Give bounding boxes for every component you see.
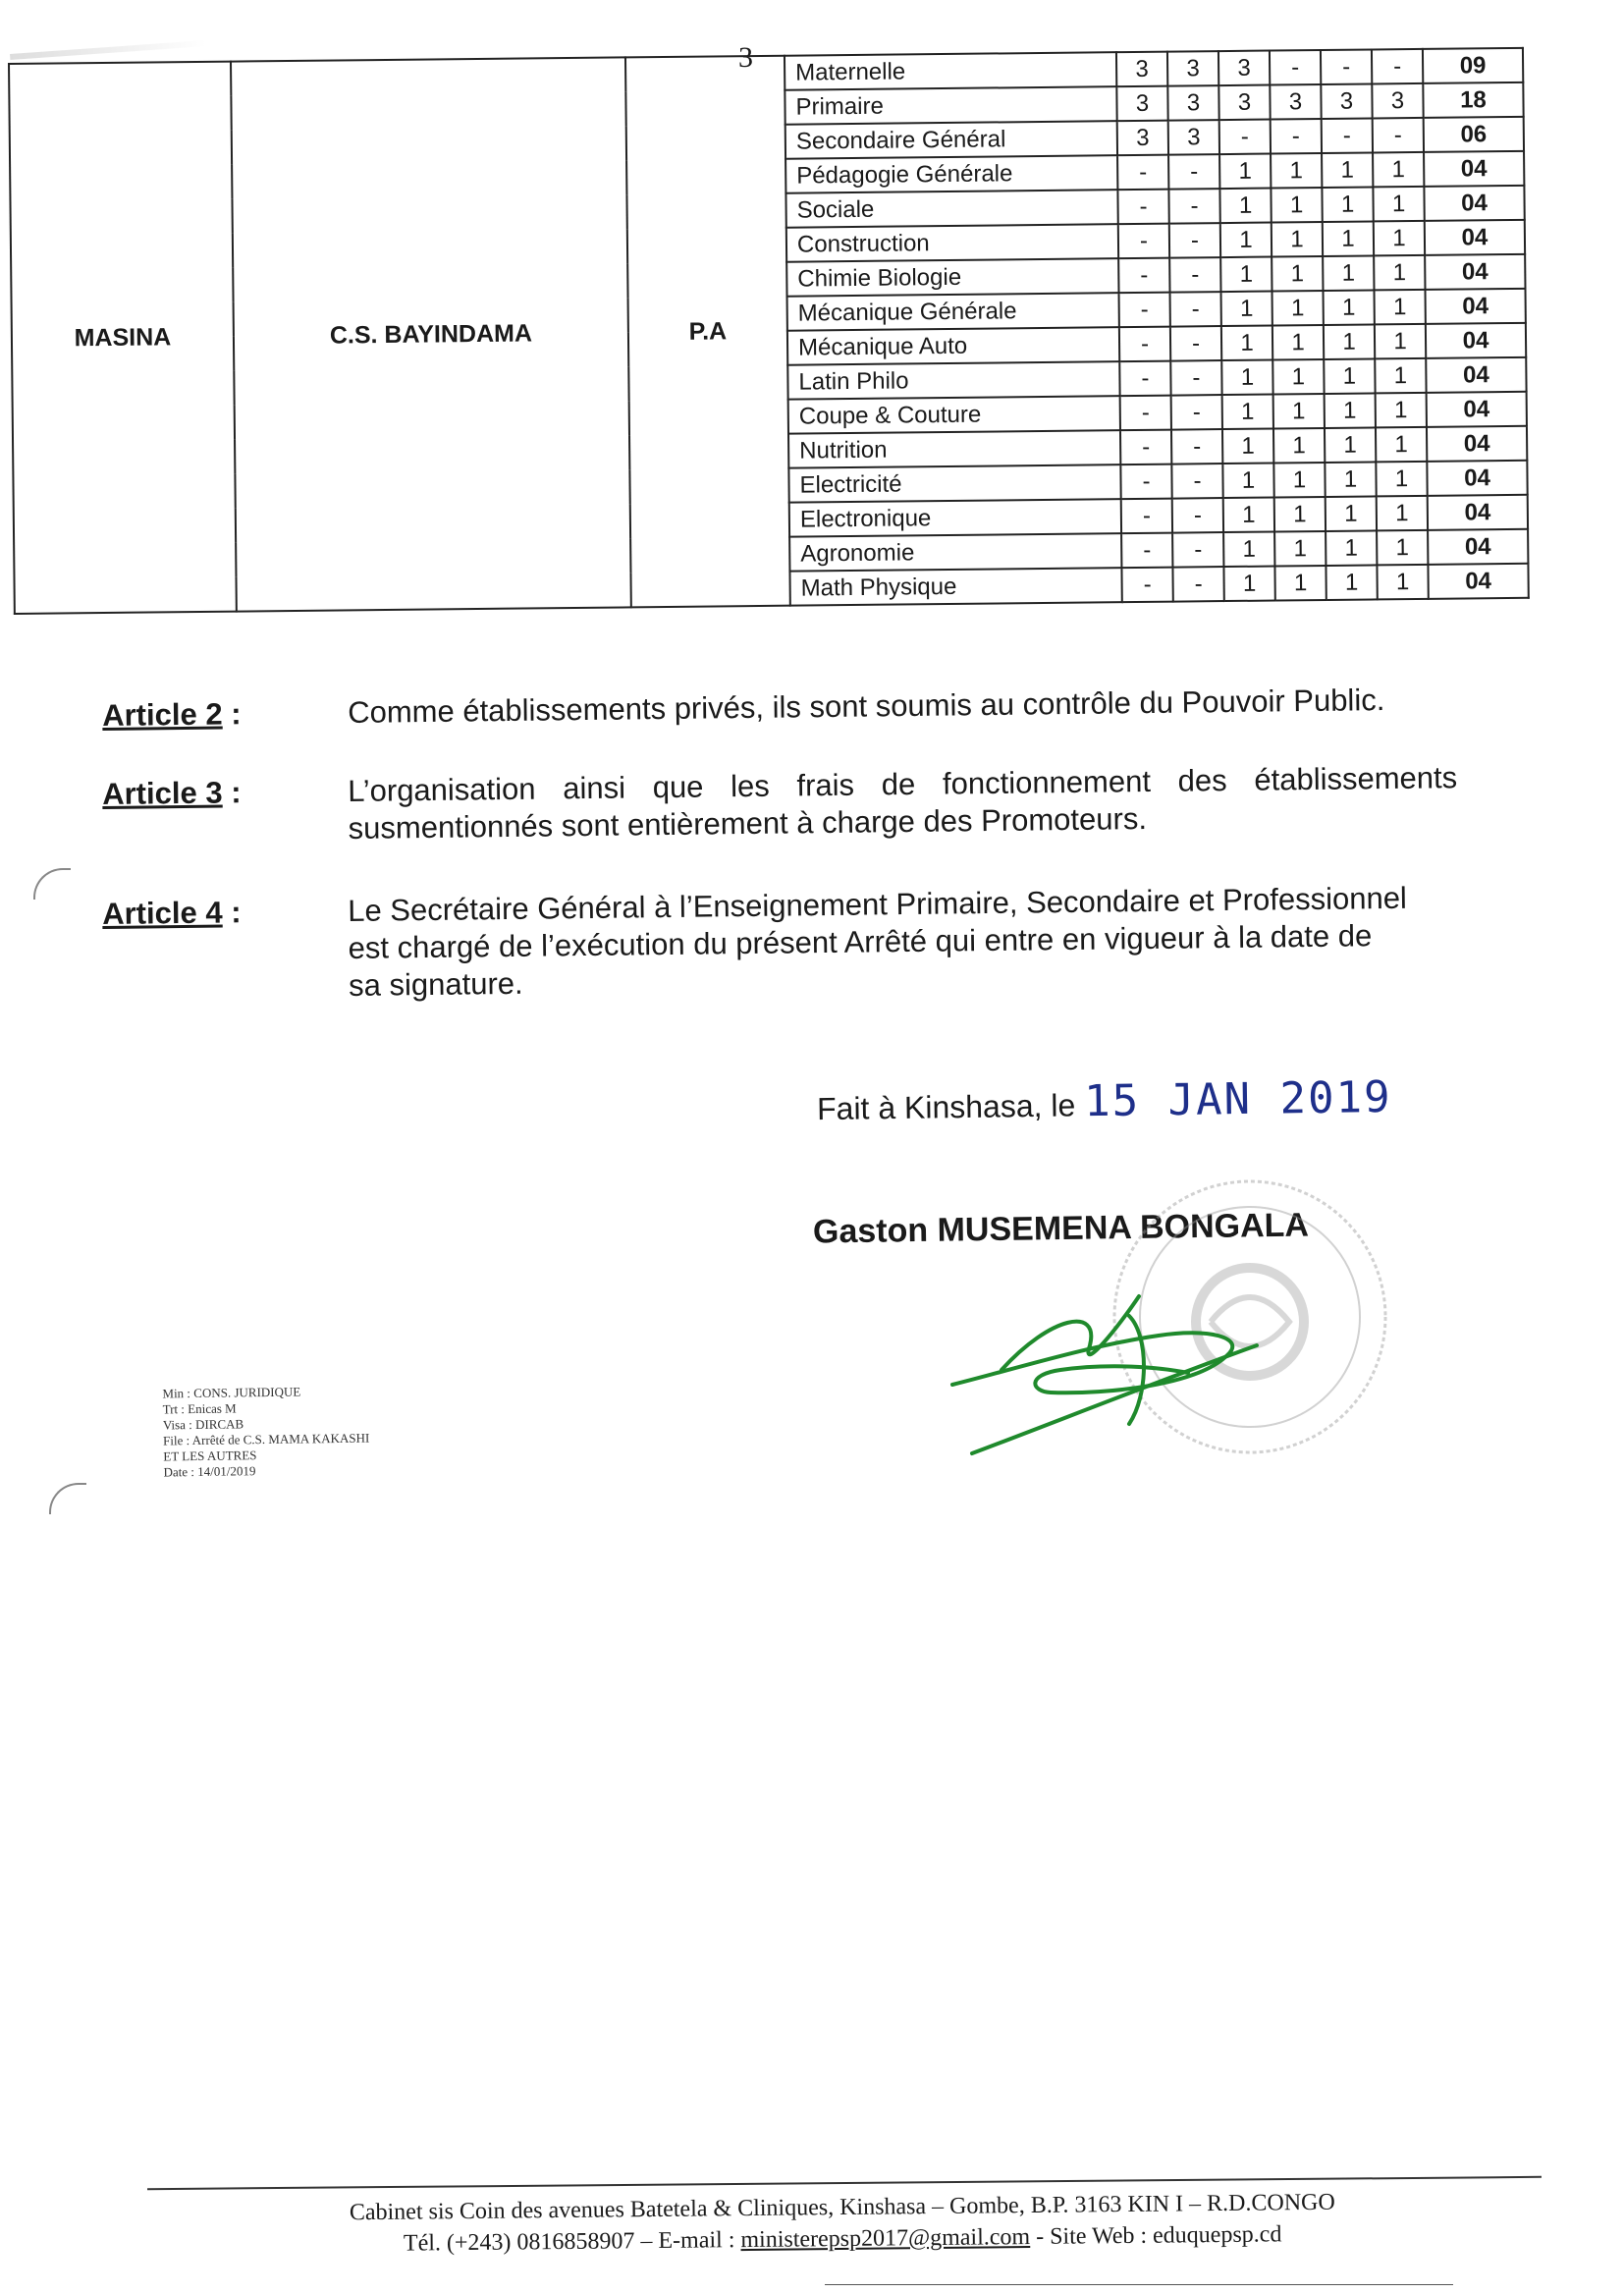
ref-line: Visa : DIRCAB [162,1416,244,1433]
table-cell-count: 1 [1324,358,1375,394]
table-cell-count: 1 [1222,429,1273,464]
table-cell-commune: MASINA [9,62,237,614]
table-cell-count: 3 [1116,86,1167,122]
article-text: Comme établissements privés, ils sont soumis au contrôle du Pouvoir Public. [347,683,1385,730]
table-cell-option: Latin Philo [787,361,1119,400]
table-cell-count: 1 [1223,498,1274,533]
article-line: Le Secrétaire Général à l’Enseignement Primaire, Secondaire et Professionnel [347,880,1408,928]
table-cell-count: 1 [1323,221,1374,256]
punch-hole-mark [33,868,71,900]
table-cell-count: - [1170,292,1221,327]
table-cell-count: 1 [1222,395,1273,430]
table-cell-count: 1 [1272,325,1324,360]
table-cell-count: 1 [1375,324,1426,359]
table-cell-total: 04 [1426,357,1526,393]
table-cell-count: 1 [1326,565,1377,600]
table-cell-count: - [1170,326,1221,361]
table-cell-count: 1 [1324,324,1375,359]
table-cell-option: Coupe & Couture [788,396,1120,434]
table-cell-total: 04 [1424,151,1524,187]
table-cell-count: - [1119,293,1170,328]
table-cell-count: - [1121,533,1172,569]
table-cell-total: 04 [1428,529,1528,565]
table-cell-count: 1 [1223,532,1274,568]
table-cell-count: - [1119,361,1170,397]
table-cell-count: 1 [1220,257,1272,293]
table-cell-count: 3 [1372,83,1423,119]
article-line: est chargé de l’exécution du présent Arrêté qui entre en vigueur à la date de [348,918,1373,965]
table-cell-count: 1 [1376,462,1427,497]
punch-hole-mark [49,1483,86,1514]
table-cell-count: - [1118,224,1169,259]
place-date [817,1072,1392,1130]
table-cell-count: 1 [1377,565,1428,600]
table-cell-regime: P.A [625,56,790,608]
table-cell-count: 3 [1167,51,1218,86]
table-cell-count: 1 [1273,394,1325,429]
table-cell-count: 1 [1272,222,1323,257]
table-cell-count: 1 [1272,291,1324,326]
table-cell-count: - [1120,464,1171,500]
table-cell-count: - [1271,119,1322,154]
table-cell-total: 04 [1425,289,1525,324]
table-cell-option: Agronomie [789,533,1121,572]
table-cell-count: 1 [1221,326,1272,361]
table-cell-total: 04 [1424,186,1524,221]
table-cell-count: 1 [1325,462,1376,497]
table-cell-option: Secondaire Général [785,121,1117,159]
table-cell-count: - [1171,395,1222,430]
table-cell-option: Maternelle [785,52,1116,90]
ref-line: Min : CONS. JURIDIQUE [162,1384,301,1401]
table-cell-count: 1 [1325,427,1376,463]
table-cell-count: 1 [1374,255,1425,291]
table-cell-total: 04 [1425,220,1525,255]
table-cell-total: 06 [1424,117,1524,152]
table-cell-count: 1 [1374,290,1425,325]
table-cell-count: - [1168,189,1219,224]
table-cell-count: 1 [1273,463,1325,498]
table-cell-count: - [1169,257,1220,293]
table-cell-count: - [1219,120,1271,155]
table-cell-count: 1 [1376,393,1427,428]
table-cell-count: 1 [1274,531,1326,567]
article-line: susmentionnés sont entièrement à charge des Promoteurs. [348,801,1148,846]
table-cell-count: 1 [1271,188,1322,223]
article-line: L’organisation ainsi que les frais de fonctionnement des établissements [347,760,1458,808]
table-cell-count: - [1119,327,1170,362]
table-cell-count: 1 [1271,153,1322,189]
table-cell-count: 1 [1222,464,1273,499]
table-cell-count: 1 [1221,360,1272,396]
table-cell-count: 1 [1274,497,1326,532]
table-cell-count: 1 [1322,152,1373,188]
table-cell-count: - [1117,155,1168,191]
table-cell-count: - [1170,360,1221,396]
article-label: Article 2 : [102,696,242,733]
table-cell-option: Nutrition [788,430,1120,468]
ref-line: File : Arrêté de C.S. MAMA KAKASHI [163,1430,370,1448]
schools-table [8,47,1530,615]
table-cell-option: Chimie Biologie [786,258,1118,297]
internal-references [162,1384,369,1481]
table-cell-count: - [1372,49,1423,84]
scan-smudge [10,40,206,60]
date-stamp: 15 JAN 2019 [1083,1071,1392,1127]
table-cell-count: 1 [1325,393,1376,428]
table-cell-total: 04 [1426,323,1526,358]
table-cell-count: - [1172,567,1223,602]
table-cell-count: - [1121,499,1172,534]
table-cell-count: - [1322,118,1373,153]
table-cell-option: Mécanique Auto [787,327,1119,365]
table-cell-count: 1 [1272,256,1323,292]
table-cell-count: 3 [1117,121,1168,156]
table-cell-count: - [1172,498,1223,533]
table-cell-count: 1 [1272,359,1324,395]
footer-bottom-rule [825,2284,1453,2285]
email-link[interactable]: ministerepsp2017@gmail.com [740,2224,1031,2254]
table-cell-option: Mécanique Générale [787,293,1119,331]
page-number: 3 [738,41,753,74]
ref-line: Date : 14/01/2019 [163,1463,256,1480]
table-cell-count: 3 [1116,52,1167,87]
article-text [348,879,1458,1005]
table-cell-total: 04 [1427,426,1527,462]
table-cell-count: 3 [1218,85,1270,121]
table-cell-count: 1 [1376,427,1427,463]
table-cell-option: Pédagogie Générale [785,155,1117,193]
table-cell-count: 1 [1375,358,1426,394]
table-cell-total: 18 [1423,82,1523,118]
footer [253,2186,1433,2262]
table-cell-count: 1 [1326,530,1377,566]
table-cell-total: 04 [1427,461,1527,496]
table-cell-count: 1 [1221,292,1272,327]
table-cell-count: 1 [1373,152,1424,188]
article-text [348,759,1458,847]
article-line: sa signature. [348,965,523,1003]
table-cell-count: - [1120,430,1171,465]
table-cell-count: - [1169,223,1220,258]
table-cell-count: 1 [1373,187,1424,222]
footer-address: Cabinet sis Coin des avenues Batetela & Cliniques, Kinshasa – Gombe, B.P. 3163 KIN I – R.D.CONGO [349,2189,1335,2226]
table-cell-count: 1 [1326,496,1377,531]
table-cell-count: - [1270,50,1321,85]
table-cell-count: - [1117,190,1168,225]
table-cell-count: 1 [1219,154,1271,190]
table-cell-total: 04 [1428,564,1528,599]
ref-line: ET LES AUTRES [163,1447,257,1464]
table-cell-count: - [1120,396,1171,431]
table-cell-count: 3 [1167,85,1218,121]
table-cell-count: - [1171,429,1222,464]
table-cell-option: Sociale [785,190,1117,228]
table-cell-count: - [1118,258,1169,294]
table-cell-school: C.S. BAYINDAMA [231,57,631,611]
table-cell-count: 1 [1324,290,1375,325]
table-cell-count: - [1171,464,1222,499]
table-cell-count: 3 [1321,83,1372,119]
table-cell-option: Electronique [789,499,1121,537]
table-cell-count: - [1168,154,1219,190]
signer-name: Gaston MUSEMENA BONGALA [812,1206,1310,1251]
table-cell-count: 1 [1323,255,1374,291]
table-cell-option: Construction [786,224,1118,262]
table-cell-count: 1 [1374,221,1425,256]
handwritten-signature-icon [933,1277,1306,1473]
table-cell-total: 04 [1425,254,1525,290]
table-cell-count: - [1121,568,1172,603]
table-cell-count: - [1321,49,1372,84]
table-cell-count: 1 [1377,530,1428,566]
table-cell-option: Math Physique [789,568,1121,606]
table-cell-total: 04 [1428,495,1528,530]
table-cell-count: - [1373,118,1424,153]
footer-contact: Tél. (+243) 0816858907 – E-mail : ministerepsp2017@gmail.com - Site Web : eduquepsp.cd [403,2221,1282,2257]
ref-line: Trt : Enicas M [162,1400,237,1417]
place-text: Fait à Kinshasa, le [816,1087,1076,1127]
table-cell-option: Electricité [788,464,1120,503]
table-cell-count: 1 [1322,187,1373,222]
table-cell-count: 1 [1274,566,1326,601]
table-cell-count: 3 [1270,84,1321,120]
table-cell-count: 1 [1273,428,1325,464]
table-cell-count: - [1172,532,1223,568]
article-label: Article 3 : [102,775,242,811]
table-cell-count: 1 [1223,567,1274,602]
table-cell-count: 3 [1218,51,1270,86]
table-cell-count: 1 [1377,496,1428,531]
table-cell-count: 3 [1168,120,1219,155]
table-cell-option: Primaire [785,86,1116,125]
table-cell-total: 04 [1427,392,1527,427]
table-cell-count: 1 [1219,189,1271,224]
table-body [9,48,1529,614]
table-cell-count: 1 [1220,223,1272,258]
article-label: Article 4 : [102,895,242,931]
table-cell-total: 09 [1423,48,1523,83]
